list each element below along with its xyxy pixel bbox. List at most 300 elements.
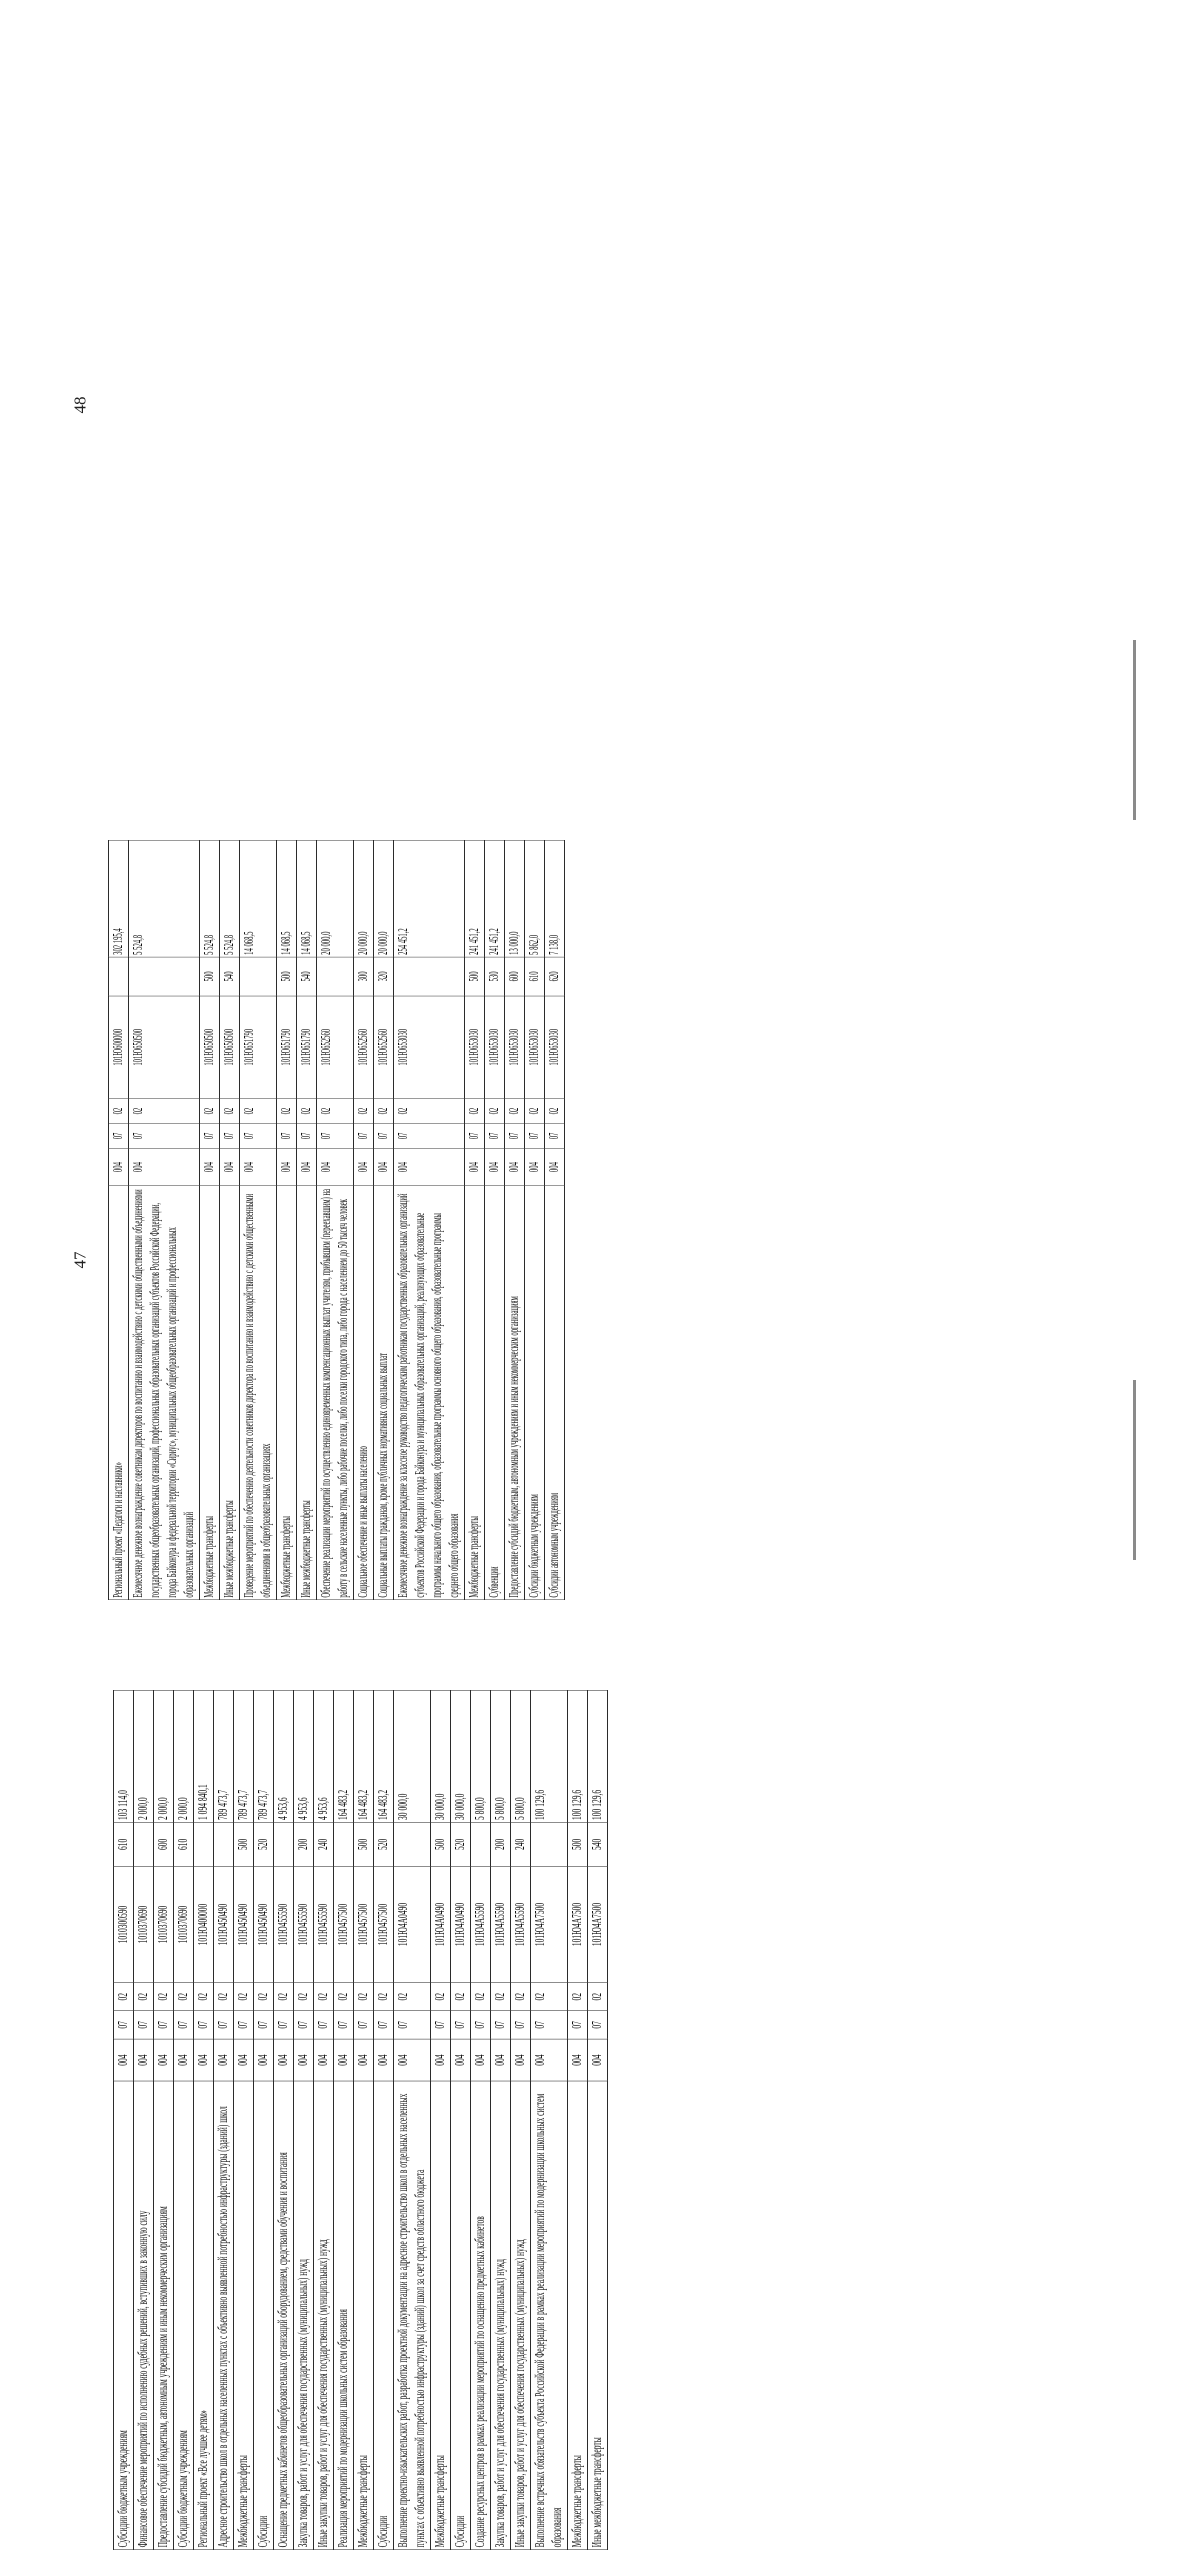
cell-rz: 07 [317,1124,354,1149]
cell-amount: 30 000,0 [451,1690,471,1822]
cell-pr: 02 [317,1099,354,1124]
table-row [317,840,354,1600]
cell-ved: 004 [545,1148,565,1185]
cell-amount: 5 524,8 [220,840,240,957]
cell-name: Межбюджетные трансферты [354,2081,374,2549]
cell-csr: 101Ю650500 [129,996,200,1099]
cell-pr: 02 [471,1983,491,2011]
budget-table [108,840,565,1600]
cell-name: Субсидии бюджетным учреждениям [114,2081,134,2549]
cell-name: Оснащение предметных кабинетов общеобразовательных организаций оборудованием, средствами обучения и воспитания [274,2081,294,2549]
cell-amount: 164 483,2 [374,1690,394,1822]
table-row [471,1690,491,2549]
cell-csr: 101Ю455590 [314,1866,334,1982]
cell-csr: 101Ю4А0490 [451,1866,471,1982]
table-row [109,840,129,1600]
cell-name: Субсидии автономным учреждениям [545,1186,565,1600]
cell-pr: 02 [531,1983,568,2011]
cell-pr: 02 [354,1983,374,2011]
cell-csr: 1010370690 [174,1866,194,1982]
cell-name: Субсидии [254,2081,274,2549]
cell-vr: 500 [431,1822,451,1866]
cell-vr [240,957,277,996]
cell-name: Проведение мероприятий по обеспечению деятельности советников директора по воспитанию и взаимодействию с детскими общественными объединениями в общеобразовательных организациях [240,1186,277,1600]
cell-vr [394,1822,431,1866]
cell-pr: 02 [274,1983,294,2011]
cell-rz: 07 [485,1124,505,1149]
cell-csr: 101Ю457500 [354,1866,374,1982]
cell-amount: 789 473,7 [234,1690,254,1822]
cell-vr: 540 [588,1822,608,1866]
cell-amount: 14 068,5 [240,840,277,957]
cell-name: Создание ресурсных центров в рамках реализации мероприятий по оснащению предметных кабинетов [471,2081,491,2549]
cell-pr: 02 [374,1099,394,1124]
page-number: 48 [70,396,90,414]
cell-csr: 101Ю653030 [485,996,505,1099]
cell-ved: 004 [394,2039,431,2081]
cell-name: Закупка товаров, работ и услуг для обеспечения государственных (муниципальных) нужд [491,2081,511,2549]
cell-pr: 02 [394,1099,465,1124]
cell-amount: 241 451,2 [465,840,485,957]
cell-amount: 4 953,6 [294,1690,314,1822]
cell-vr [274,1822,294,1866]
cell-pr: 02 [485,1099,505,1124]
cell-ved: 004 [511,2039,531,2081]
cell-vr [471,1822,491,1866]
cell-ved: 004 [297,1148,317,1185]
cell-ved: 004 [114,2039,134,2081]
cell-csr: 101Ю600000 [109,996,129,1099]
cell-ved: 004 [200,1148,220,1185]
cell-vr: 530 [485,957,505,996]
cell-rz: 07 [568,2011,588,2039]
cell-amount: 254 451,2 [394,840,465,957]
cell-vr: 500 [465,957,485,996]
cell-rz: 07 [525,1124,545,1149]
cell-rz: 07 [531,2011,568,2039]
table-row [525,840,545,1600]
cell-ved: 004 [240,1148,277,1185]
cell-vr: 610 [525,957,545,996]
table-row [485,840,505,1600]
cell-csr: 101Ю653030 [465,996,485,1099]
cell-vr [394,957,465,996]
cell-pr: 02 [220,1099,240,1124]
table-row [129,840,200,1600]
cell-ved: 004 [317,1148,354,1185]
cell-pr: 02 [451,1983,471,2011]
cell-ved: 004 [491,2039,511,2081]
table-row [220,840,240,1600]
cell-vr: 540 [220,957,240,996]
cell-vr [134,1822,154,1866]
cell-pr: 02 [134,1983,154,2011]
cell-rz: 07 [174,2011,194,2039]
cell-ved: 004 [194,2039,214,2081]
table-row [588,1690,608,2549]
cell-rz: 07 [129,1124,200,1149]
cell-vr: 240 [511,1822,531,1866]
cell-pr: 02 [194,1983,214,2011]
cell-ved: 004 [431,2039,451,2081]
cell-csr: 101Ю450490 [214,1866,234,1982]
cell-amount: 5 862,0 [525,840,545,957]
cell-csr: 101Ю4А5590 [511,1866,531,1982]
cell-vr: 200 [294,1822,314,1866]
cell-csr: 101Ю455590 [274,1866,294,1982]
cell-pr: 02 [511,1983,531,2011]
cell-name: Межбюджетные трансферты [465,1186,485,1600]
cell-pr: 02 [200,1099,220,1124]
cell-rz: 07 [588,2011,608,2039]
cell-amount: 5 524,8 [129,840,200,957]
cell-amount: 20 000,0 [354,840,374,957]
table-row [194,1690,214,2549]
cell-name: Предоставление субсидий бюджетным, автономным учреждениям и иным некоммерческим организациям [505,1186,525,1600]
cell-amount: 2 000,0 [154,1690,174,1822]
cell-pr: 02 [154,1983,174,2011]
cell-vr [334,1822,354,1866]
cell-name: Межбюджетные трансферты [431,2081,451,2549]
cell-csr: 101Ю652560 [374,996,394,1099]
table-row [505,840,525,1600]
cell-name: Обеспечение реализации мероприятий по осуществлению единовременных компенсационных выплат учителям, прибывшим (переехавшим) на работу в сельские населенные пункты, либо рабочие поселки, либо поселки городского типа, либо города с населением до 50 тысяч человек [317,1186,354,1600]
cell-ved: 004 [134,2039,154,2081]
table-row [491,1690,511,2549]
cell-ved: 004 [568,2039,588,2081]
cell-name: Региональный проект «Все лучшее детям» [194,2081,214,2549]
cell-vr: 200 [491,1822,511,1866]
cell-vr [317,957,354,996]
table-row [297,840,317,1600]
cell-ved: 004 [154,2039,174,2081]
cell-amount: 20 000,0 [374,840,394,957]
cell-name: Субсидии [451,2081,471,2549]
cell-vr: 320 [374,957,394,996]
table-row [531,1690,568,2549]
cell-vr [109,957,129,996]
cell-ved: 004 [314,2039,334,2081]
cell-csr: 101Ю652560 [354,996,374,1099]
cell-amount: 14 068,5 [297,840,317,957]
cell-amount: 5 800,0 [471,1690,491,1822]
cell-pr: 02 [505,1099,525,1124]
cell-pr: 02 [588,1983,608,2011]
cell-name: Субвенции [485,1186,505,1600]
cell-rz: 07 [220,1124,240,1149]
cell-csr: 101Ю457500 [334,1866,354,1982]
cell-rz: 07 [200,1124,220,1149]
table-row [431,1690,451,2549]
cell-csr: 101Ю653030 [394,996,465,1099]
cell-csr: 101Ю4А0490 [431,1866,451,1982]
cell-ved: 004 [234,2039,254,2081]
cell-csr: 101Ю400000 [194,1866,214,1982]
cell-vr: 540 [297,957,317,996]
cell-ved: 004 [465,1148,485,1185]
cell-rz: 07 [471,2011,491,2039]
cell-name: Иные межбюджетные трансферты [297,1186,317,1600]
cell-csr: 101Ю650500 [200,996,220,1099]
cell-csr: 101Ю651790 [240,996,277,1099]
cell-amount: 30 000,0 [431,1690,451,1822]
cell-amount: 2 000,0 [134,1690,154,1822]
cell-pr: 02 [314,1983,334,2011]
cell-vr: 500 [277,957,297,996]
cell-pr: 02 [354,1099,374,1124]
cell-vr: 240 [314,1822,334,1866]
cell-rz: 07 [465,1124,485,1149]
cell-csr: 101Ю450490 [254,1866,274,1982]
cell-ved: 004 [471,2039,491,2081]
cell-rz: 07 [374,1124,394,1149]
cell-vr: 520 [254,1822,274,1866]
cell-rz: 07 [154,2011,174,2039]
cell-csr: 101Ю4А7500 [588,1866,608,1982]
budget-table [113,1690,608,2550]
cell-csr: 101Ю457500 [374,1866,394,1982]
cell-amount: 5 800,0 [491,1690,511,1822]
cell-name: Субсидии бюджетным учреждениям [525,1186,545,1600]
cell-amount: 4 953,6 [314,1690,334,1822]
cell-ved: 004 [214,2039,234,2081]
table-row [240,840,277,1600]
table-row [545,840,565,1600]
cell-ved: 004 [174,2039,194,2081]
cell-amount: 100 129,6 [568,1690,588,1822]
cell-csr: 101Ю455590 [294,1866,314,1982]
cell-amount: 164 483,2 [354,1690,374,1822]
cell-ved: 004 [451,2039,471,2081]
cell-csr: 101Ю650500 [220,996,240,1099]
cell-rz: 07 [277,1124,297,1149]
cell-vr: 500 [200,957,220,996]
cell-ved: 004 [374,1148,394,1185]
cell-rz: 07 [505,1124,525,1149]
cell-amount: 13 000,0 [505,840,525,957]
cell-csr: 1010370690 [154,1866,174,1982]
cell-pr: 02 [277,1099,297,1124]
cell-csr: 101Ю652560 [317,996,354,1099]
cell-rz: 07 [314,2011,334,2039]
cell-amount: 103 114,0 [114,1690,134,1822]
cell-amount: 1 094 840,1 [194,1690,214,1822]
cell-name: Межбюджетные трансферты [234,2081,254,2549]
cell-csr: 1010300590 [114,1866,134,1982]
table-row [214,1690,234,2549]
cell-name: Межбюджетные трансферты [200,1186,220,1600]
cell-ved: 004 [334,2039,354,2081]
cell-amount: 100 129,6 [588,1690,608,1822]
cell-rz: 07 [234,2011,254,2039]
cell-rz: 07 [394,2011,431,2039]
table-row [354,840,374,1600]
cell-vr [214,1822,234,1866]
cell-pr: 02 [174,1983,194,2011]
cell-vr: 600 [154,1822,174,1866]
table-row [451,1690,471,2549]
cell-amount: 302 195,4 [109,840,129,957]
cell-rz: 07 [254,2011,274,2039]
cell-csr: 101Ю651790 [277,996,297,1099]
table-row [234,1690,254,2549]
table-row [334,1690,354,2549]
table-row [277,840,297,1600]
cell-vr: 610 [114,1822,134,1866]
cell-rz: 07 [374,2011,394,2039]
cell-rz: 07 [240,1124,277,1149]
cell-ved: 004 [109,1148,129,1185]
cell-name: Межбюджетные трансферты [277,1186,297,1600]
cell-name: Реализация мероприятий по модернизации школьных систем образования [334,2081,354,2549]
cell-rz: 07 [297,1124,317,1149]
cell-rz: 07 [394,1124,465,1149]
cell-name: Предоставление субсидий бюджетным, автономным учреждениям и иным некоммерческим организациям [154,2081,174,2549]
cell-ved: 004 [394,1148,465,1185]
cell-vr: 500 [354,1822,374,1866]
cell-pr: 02 [294,1983,314,2011]
cell-rz: 07 [354,2011,374,2039]
table-row [274,1690,294,2549]
cell-pr: 02 [114,1983,134,2011]
cell-ved: 004 [354,1148,374,1185]
cell-vr [194,1822,214,1866]
cell-name: Выполнение проектно-изыскательских работ, разработка проектной документации на адресное строительство школ в отдельных населенных пунктах с объективно выявленной потребностью инфраструктуры (зданий) школ за счет средств областного бюджета [394,2081,431,2549]
table-row [154,1690,174,2549]
cell-rz: 07 [294,2011,314,2039]
cell-pr: 02 [525,1099,545,1124]
cell-pr: 02 [254,1983,274,2011]
cell-name: Межбюджетные трансферты [568,2081,588,2549]
cell-rz: 07 [491,2011,511,2039]
table-row [568,1690,588,2549]
cell-amount: 789 473,7 [254,1690,274,1822]
table-row [200,840,220,1600]
cell-amount: 164 483,2 [334,1690,354,1822]
cell-name: Субсидии [374,2081,394,2549]
table-row [354,1690,374,2549]
table-row [374,840,394,1600]
cell-pr: 02 [297,1099,317,1124]
cell-vr: 610 [174,1822,194,1866]
cell-vr: 600 [505,957,525,996]
cell-name: Адресное строительство школ в отдельных населенных пунктах с объективно выявленной потребностью инфраструктуры (зданий) школ [214,2081,234,2549]
cell-amount: 30 000,0 [394,1690,431,1822]
cell-name: Выполнение встречных обязательств субъекта Российской Федерации в рамках реализации мероприятий по модернизации школьных систем образования [531,2081,568,2549]
cell-pr: 02 [545,1099,565,1124]
cell-pr: 02 [334,1983,354,2011]
cell-vr: 500 [568,1822,588,1866]
cell-rz: 07 [274,2011,294,2039]
cell-ved: 004 [274,2039,294,2081]
cell-amount: 789 473,7 [214,1690,234,1822]
cell-rz: 07 [134,2011,154,2039]
cell-vr [531,1822,568,1866]
cell-name: Иные межбюджетные трансферты [220,1186,240,1600]
table-row [465,840,485,1600]
cell-pr: 02 [465,1099,485,1124]
cell-csr: 101Ю651790 [297,996,317,1099]
cell-name: Социальные выплаты гражданам, кроме публичных нормативных социальных выплат [374,1186,394,1600]
cell-vr: 620 [545,957,565,996]
cell-amount: 5 524,8 [200,840,220,957]
cell-ved: 004 [374,2039,394,2081]
cell-ved: 004 [294,2039,314,2081]
cell-amount: 7 138,0 [545,840,565,957]
cell-csr: 101Ю653030 [525,996,545,1099]
cell-vr: 300 [354,957,374,996]
cell-rz: 07 [451,2011,471,2039]
cell-csr: 1010370690 [134,1866,154,1982]
cell-pr: 02 [109,1099,129,1124]
cell-csr: 101Ю4А0490 [394,1866,431,1982]
cell-name: Закупка товаров, работ и услуг для обеспечения государственных (муниципальных) нужд [294,2081,314,2549]
footer-mark [1133,640,1136,820]
cell-name: Социальное обеспечение и иные выплаты населению [354,1186,374,1600]
cell-amount: 14 068,5 [277,840,297,957]
cell-rz: 07 [109,1124,129,1149]
cell-ved: 004 [505,1148,525,1185]
cell-ved: 004 [254,2039,274,2081]
table-row [394,840,465,1600]
cell-vr: 520 [374,1822,394,1866]
cell-pr: 02 [394,1983,431,2011]
cell-rz: 07 [334,2011,354,2039]
cell-ved: 004 [277,1148,297,1185]
cell-name: Региональный проект «Педагоги и наставники» [109,1186,129,1600]
cell-rz: 07 [431,2011,451,2039]
cell-vr: 520 [451,1822,471,1866]
cell-vr [129,957,200,996]
cell-rz: 07 [214,2011,234,2039]
cell-ved: 004 [525,1148,545,1185]
cell-rz: 07 [511,2011,531,2039]
page-number: 47 [70,1251,90,1269]
table-row [114,1690,134,2549]
cell-pr: 02 [214,1983,234,2011]
cell-ved: 004 [129,1148,200,1185]
cell-csr: 101Ю4А7500 [568,1866,588,1982]
table-row [254,1690,274,2549]
cell-name: Иные закупки товаров, работ и услуг для обеспечения государственных (муниципальных) нужд [314,2081,334,2549]
cell-name: Ежемесячное денежное вознаграждение советникам директоров по воспитанию и взаимодействию с детскими общественными объединениями государственных общеобразовательных организаций, профессиональных образовательных организаций субъектов Российской Федерации, города Байконура и федеральной территории «Сириус», муниципальных общеобразовательных организаций и профессиональных образовательных организаций [129,1186,200,1600]
cell-ved: 004 [531,2039,568,2081]
cell-name: Субсидии бюджетным учреждениям [174,2081,194,2549]
cell-csr: 101Ю4А5590 [491,1866,511,1982]
cell-amount: 4 953,6 [274,1690,294,1822]
cell-rz: 07 [194,2011,214,2039]
cell-name: Иные закупки товаров, работ и услуг для обеспечения государственных (муниципальных) нужд [511,2081,531,2549]
cell-ved: 004 [485,1148,505,1185]
cell-pr: 02 [491,1983,511,2011]
table-row [394,1690,431,2549]
cell-rz: 07 [354,1124,374,1149]
cell-csr: 101Ю653030 [505,996,525,1099]
cell-pr: 02 [240,1099,277,1124]
cell-rz: 07 [545,1124,565,1149]
cell-pr: 02 [431,1983,451,2011]
table-row [134,1690,154,2549]
cell-csr: 101Ю450490 [234,1866,254,1982]
cell-ved: 004 [220,1148,240,1185]
cell-amount: 5 800,0 [511,1690,531,1822]
cell-vr: 500 [234,1822,254,1866]
cell-pr: 02 [234,1983,254,2011]
cell-pr: 02 [568,1983,588,2011]
table-row [511,1690,531,2549]
table-row [174,1690,194,2549]
cell-rz: 07 [114,2011,134,2039]
